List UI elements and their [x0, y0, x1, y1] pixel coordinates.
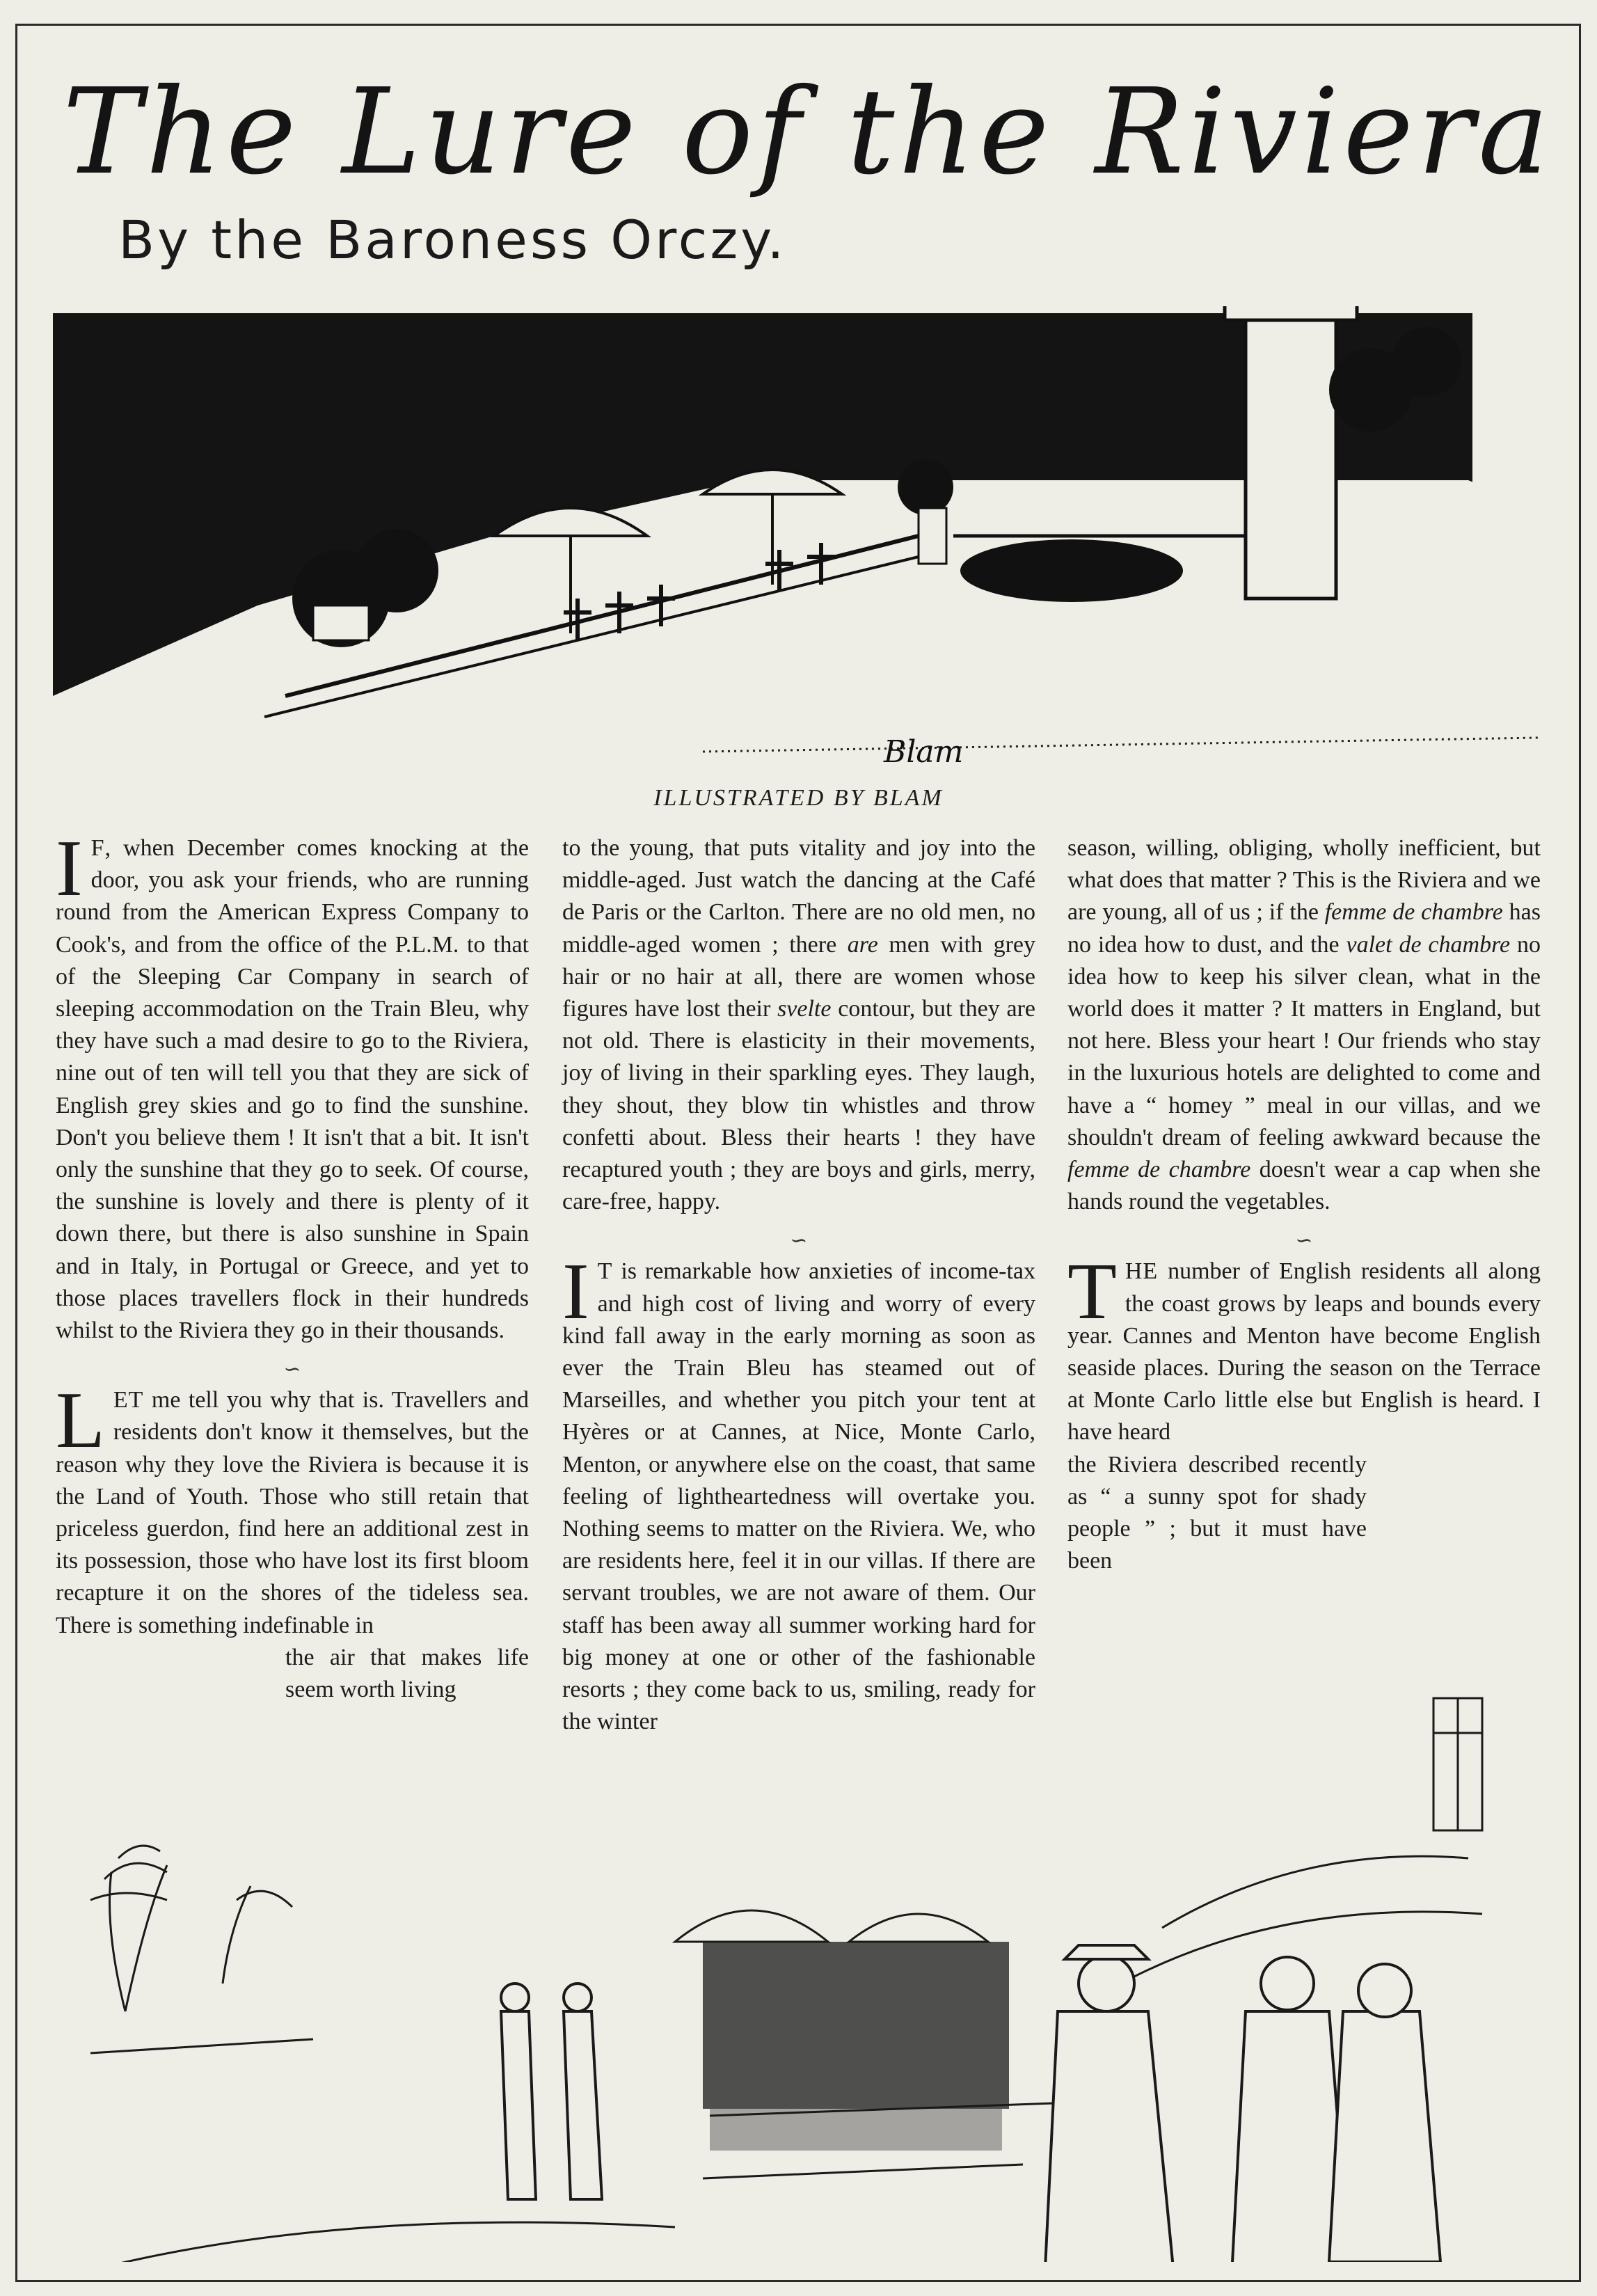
column-1-paragraph-2-tail: the air that makes life seem worth living — [285, 1644, 529, 1703]
section-ornament: ∽ — [283, 1358, 301, 1381]
column-2-paragraph-2: I T is remarkable how anxieties of income-tax and high cost of living and worry of every kind fall away in the early morning as soon as ever the Train Bleu has steamed out of Marseilles, and whether you pitch your tent at Hyères or at Cannes, at Nice, Monte Carlo, Menton, or anywhere else on the coast, that same feeling of lightheartedness will overtake you. Nothing seems to matter on the Riviera. We, who are residents here, feel it in our villas. If there are servant troubles, we are not aware of them. Our staff has been away all summer working hard for big money at one or other of the fashionable resorts ; they come back to us, smiling, ready for the winter — [562, 1247, 1035, 1735]
column-2-paragraph-1: to the young, that puts vitality and joy into the middle-aged. Just watch the dancing at the Café de Paris or the Carlton. There are no old men, no middle-aged women ; there are men with grey hair or no hair at all, there are women whose figures have lost their svelte contour, but they are not old. There is elasticity in their movements, joy of living in their sparkling eyes. They laugh, they shout, they blow tin whistles and throw confetti about. Bless their hearts ! they have recaptured youth ; they are boys and girls, merry, care-free, happy. — [562, 835, 1036, 1215]
drop-cap: L — [56, 1376, 105, 1466]
column-3-paragraph-2-narrow: the Riviera described recently as “ a sunny spot for shady people ” ; but it must have been — [1067, 1451, 1367, 1574]
column-2 — [562, 832, 1035, 1738]
illustration-credit: ILLUSTRATED BY BLAM — [653, 785, 944, 811]
column-3-paragraph-1: season, willing, obliging, wholly inefficient, but what does that matter ? This is the Riviera and we are young, all of us ; if the femme de chambre has no idea how to dust, and the valet de chambre no idea how to keep his silver clean, what in the world does it matter ? It matters in England, but not here. Bless your heart ! Our friends who stay in the luxurious hotels are delighted to come and have a “ homey ” meal in our villas, and we shouldn't dream of feeling awkward because the femme de chambre doesn't wear a cap when she hands round the vegetables. — [1067, 835, 1541, 1215]
promenade-illustration — [49, 1649, 1552, 2262]
column-1 — [56, 824, 529, 1706]
article-byline: By the Baroness Orczy. — [118, 209, 787, 271]
column-3 — [1067, 832, 1541, 1577]
terrace-illustration — [49, 306, 1552, 779]
column-1-paragraph-1: I F, when December comes knocking at the door, you ask your friends, who are running round from the American Express Company to Cook's, and from the office of the P.L.M. to that of the Sleeping Car Company in search of sleeping accommodation on the Train Bleu, why they have such a mad desire to go to the Riviera, nine out of ten will tell you that they are sick of English grey skies and go to find the sunshine. Don't you believe them ! It isn't that a bit. It isn't only the sunshine that they go to seek. Of course, the sunshine is lovely and there is plenty of it down there, but there is also sunshine in Spain and in Italy, in Portugal or Greece, and yet to those places travellers flock in their hundreds whilst to the Riviera they go in their thousands. — [56, 824, 529, 1344]
section-ornament: ∽ — [790, 1229, 808, 1253]
drop-cap: T — [1067, 1247, 1117, 1337]
article-title: The Lure of the Riviera — [63, 63, 1553, 201]
drop-cap: I — [562, 1247, 589, 1337]
column-1-paragraph-2: LET me tell you why that is. Travellers and residents don't know it themselves, but the reason why they love the Riviera is because it is the Land of Youth. Those who still retain that priceless guerdon, find here an additional zest in its possession, those who have lost its first bloom recapture it on the shores of the tideless sea. There is something indefinable in — [56, 1376, 529, 1638]
drop-cap: I — [56, 824, 83, 913]
column-3-paragraph-2: THE number of English residents all along the coast grows by leaps and bounds every year. Cannes and Menton have become English seaside places. During the season on the Terrace at Monte Carlo little else but English is heard. I have heard — [1067, 1247, 1541, 1446]
illustration-signature: Blam — [884, 734, 964, 770]
section-ornament: ∽ — [1295, 1229, 1313, 1253]
